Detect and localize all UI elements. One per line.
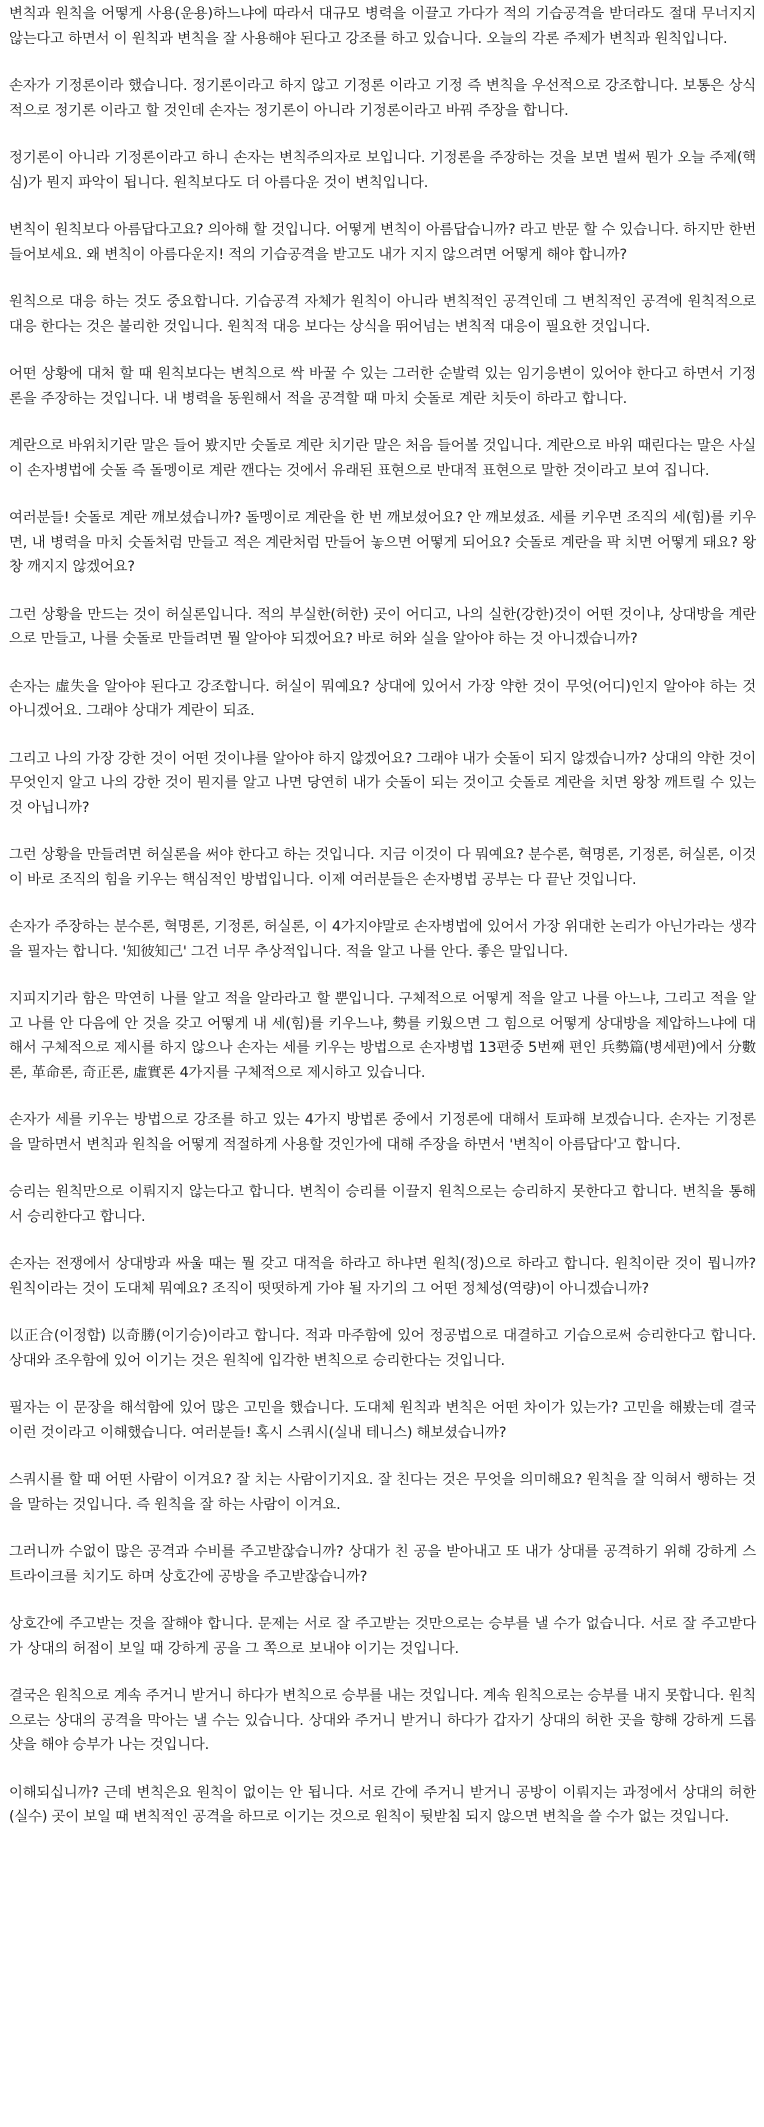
paragraph: 그런 상황을 만드는 것이 허실론입니다. 적의 부실한(허한) 곳이 어디고, 나의 실한(강한)것이 어떤 것이냐, 상대방을 계란으로 만들고, 나를 숫돌로 만들려면 뭘 알아야 되겠어요? 바로 허와 실을 알아야 하는 것 아니겠습니까? — [9, 606, 756, 647]
paragraph: 계란으로 바위치기란 말은 들어 봤지만 숫돌로 계란 치기란 말은 처음 들어볼 것입니다. 계란으로 바위 때린다는 말은 사실 이 손자병법에 숫돌 즉 돌멩이로 계란 깬다는 것에서 유래된 표현으로 반대적 표현으로 말한 것이라고 보여 집니다. — [9, 438, 756, 479]
paragraph: 그런 상황을 만들려면 허실론을 써야 한다고 하는 것입니다. 지금 이것이 다 뭐예요? 분수론, 혁명론, 기정론, 허실론, 이것이 바로 조직의 힘을 키우는 핵심적인 방법입니다. 이제 여러분들은 손자병법 공부는 다 끝난 것입니다. — [9, 847, 756, 888]
paragraph: 필자는 이 문장을 해석함에 있어 많은 고민을 했습니다. 도대체 원칙과 변칙은 어떤 차이가 있는가? 고민을 해봤는데 결국 이런 것이라고 이해했습니다. 여러분들! 혹시 스쿼시(실내 테니스) 해보셨습니까? — [9, 1400, 756, 1441]
paragraph: 스쿼시를 할 때 어떤 사람이 이겨요? 잘 치는 사람이기지요. 잘 친다는 것은 무엇을 의미해요? 원칙을 잘 익혀서 행하는 것을 말하는 것입니다. 즉 원칙을 잘 하는 사람이 이겨요. — [9, 1472, 756, 1513]
paragraph: 그리고 나의 가장 강한 것이 어떤 것이냐를 알아야 하지 않겠어요? 그래야 내가 숫돌이 되지 않겠습니까? 상대의 약한 것이 무엇인지 알고 나의 강한 것이 뭔지를 알고 나면 당연히 내가 숫돌이 되는 것이고 숫돌로 계란을 치면 왕창 깨트릴 수 있는 것 아닙니까? — [9, 750, 756, 816]
paragraph: 손자가 주장하는 분수론, 혁명론, 기정론, 허실론, 이 4가지야말로 손자병법에 있어서 가장 위대한 논리가 아닌가라는 생각을 필자는 합니다. '知彼知己' 그건 너무 추상적입니다. 적을 알고 나를 안다. 좋은 말입니다. — [9, 919, 756, 960]
paragraph: 어떤 상황에 대처 할 때 원칙보다는 변칙으로 싹 바꿀 수 있는 그러한 순발력 있는 임기응변이 있어야 한다고 하면서 기정론을 주장하는 것입니다. 내 병력을 동원해서 적을 공격할 때 마치 숫돌로 계란 치듯이 하라고 합니다. — [9, 366, 756, 407]
paragraph: 여러분들! 숫돌로 계란 깨보셨습니까? 돌멩이로 계란을 한 번 깨보셨어요? 안 깨보셨죠. 세를 키우면 조직의 세(힘)를 키우면, 내 병력을 마치 숫돌처럼 만들고 적은 계란처럼 만들어 놓으면 어떻게 되어요? 숫돌로 계란을 팍 치면 어떻게 돼요? 왕창 깨지지 않겠어요? — [9, 510, 756, 575]
paragraph: 상호간에 주고받는 것을 잘해야 합니다. 문제는 서로 잘 주고받는 것만으로는 승부를 낼 수가 없습니다. 서로 잘 주고받다가 상대의 허점이 보일 때 강하게 공을 그 쪽으로 보내야 이기는 것입니다. — [9, 1616, 756, 1657]
paragraph: 손자가 세를 키우는 방법으로 강조를 하고 있는 4가지 방법론 중에서 기정론에 대해서 토파해 보겠습니다. 손자는 기정론을 말하면서 변칙과 원칙을 어떻게 적절하게 사용할 것인가에 대해 주장을 하면서 '변칙이 아름답다'고 합니다. — [9, 1112, 756, 1153]
paragraph: 손자는 전쟁에서 상대방과 싸울 때는 뭘 갖고 대적을 하라고 하냐면 원칙(정)으로 하라고 합니다. 원칙이란 것이 뭡니까? 원칙이라는 것이 도대체 뭐예요? 조직이 떳떳하게 가야 될 자기의 그 어떤 정체성(역량)이 아니겠습니까? — [9, 1256, 756, 1297]
paragraph: 손자는 虛失을 알아야 된다고 강조합니다. 허실이 뭐예요? 상대에 있어서 가장 약한 것이 무엇(어디)인지 알아야 하는 것 아니겠어요. 그래야 상대가 계란이 되죠. — [9, 678, 756, 719]
paragraph: 결국은 원칙으로 계속 주거니 받거니 하다가 변칙으로 승부를 내는 것입니다. 계속 원칙으로는 승부를 내지 못합니다. 원칙으로는 상대의 공격을 막아는 낼 수는 있습니다. 상대와 주거니 받거니 하다가 갑자기 상대의 허한 곳을 향해 강하게 드롭샷을 해야 승부가 나는 것입니다. — [9, 1688, 756, 1753]
paragraph: 변칙과 원칙을 어떻게 사용(운용)하느냐에 따라서 대규모 병력을 이끌고 가다가 적의 기습공격을 받더라도 절대 무너지지 않는다고 하면서 이 원칙과 변칙을 잘 사용해야 된다고 강조를 하고 있습니다. 오늘의 각론 주제가 변칙과 원칙입니다. — [9, 6, 756, 47]
paragraph: 以正合(이정합) 以奇勝(이기승)이라고 합니다. 적과 마주함에 있어 정공법으로 대결하고 기습으로써 승리한다고 합니다. 상대와 조우함에 있어 이기는 것은 원칙에 입각한 변칙으로 승리한다는 것입니다. — [9, 1328, 756, 1369]
paragraph: 정기론이 아니라 기정론이라고 하니 손자는 변칙주의자로 보입니다. 기정론을 주장하는 것을 보면 벌써 뭔가 오늘 주제(핵심)가 뭔지 파악이 됩니다. 원칙보다도 더 아름다운 것이 변칙입니다. — [9, 150, 756, 191]
paragraph: 변칙이 원칙보다 아름답다고요? 의아해 할 것입니다. 어떻게 변칙이 아름답습니까? 라고 반문 할 수 있습니다. 하지만 한번 들어보세요. 왜 변칙이 아름다운지! 적의 기습공격을 받고도 내가 지지 않으려면 어떻게 해야 합니까? — [9, 222, 756, 263]
paragraph: 이해되십니까? 근데 변칙은요 원칙이 없이는 안 됩니다. 서로 간에 주거니 받거니 공방이 이뤄지는 과정에서 상대의 허한(실수) 곳이 보일 때 변칙적인 공격을 하므로 이기는 것으로 원칙이 뒷받침 되지 않으면 변칙을 쓸 수가 없는 것입니다. — [9, 1784, 756, 1825]
paragraph: 승리는 원칙만으로 이뤄지지 않는다고 합니다. 변칙이 승리를 이끌지 원칙으로는 승리하지 못한다고 합니다. 변칙을 통해서 승리한다고 합니다. — [9, 1184, 756, 1225]
paragraph: 원칙으로 대응 하는 것도 중요합니다. 기습공격 자체가 원칙이 아니라 변칙적인 공격인데 그 변칙적인 공격에 원칙적으로 대응 한다는 것은 불리한 것입니다. 원칙적 대응 보다는 상식을 뛰어넘는 변칙적 대응이 필요한 것입니다. — [9, 294, 756, 335]
paragraph: 그러니까 수없이 많은 공격과 수비를 주고받잖습니까? 상대가 친 공을 받아내고 또 내가 상대를 공격하기 위해 강하게 스트라이크를 치기도 하며 상호간에 공방을 주고받잖습니까? — [9, 1544, 756, 1585]
paragraph: 지피지기라 함은 막연히 나를 알고 적을 알라라고 할 뿐입니다. 구체적으로 어떻게 적을 알고 나를 아느냐, 그리고 적을 알고 나를 안 다음에 안 것을 갖고 어떻게 내 세(힘)를 키우느냐, 勢를 키웠으면 그 힘으로 어떻게 상대방을 제압하느냐에 대해서 구체적으로 제시를 하지 않으나 손자는 세를 키우는 방법으로 손자병법 13편중 5번째 편인 兵勢篇(병세편)에서 分數론, 革命론, 奇正론, 虛實론 4가지를 구체적으로 제시하고 있습니다. — [9, 991, 756, 1081]
paragraph: 손자가 기정론이라 했습니다. 정기론이라고 하지 않고 기정론 이라고 기정 즉 변칙을 우선적으로 강조합니다. 보통은 상식적으로 정기론 이라고 할 것인데 손자는 정기론이 아니라 기정론이라고 바꿔 주장을 합니다. — [9, 78, 756, 119]
